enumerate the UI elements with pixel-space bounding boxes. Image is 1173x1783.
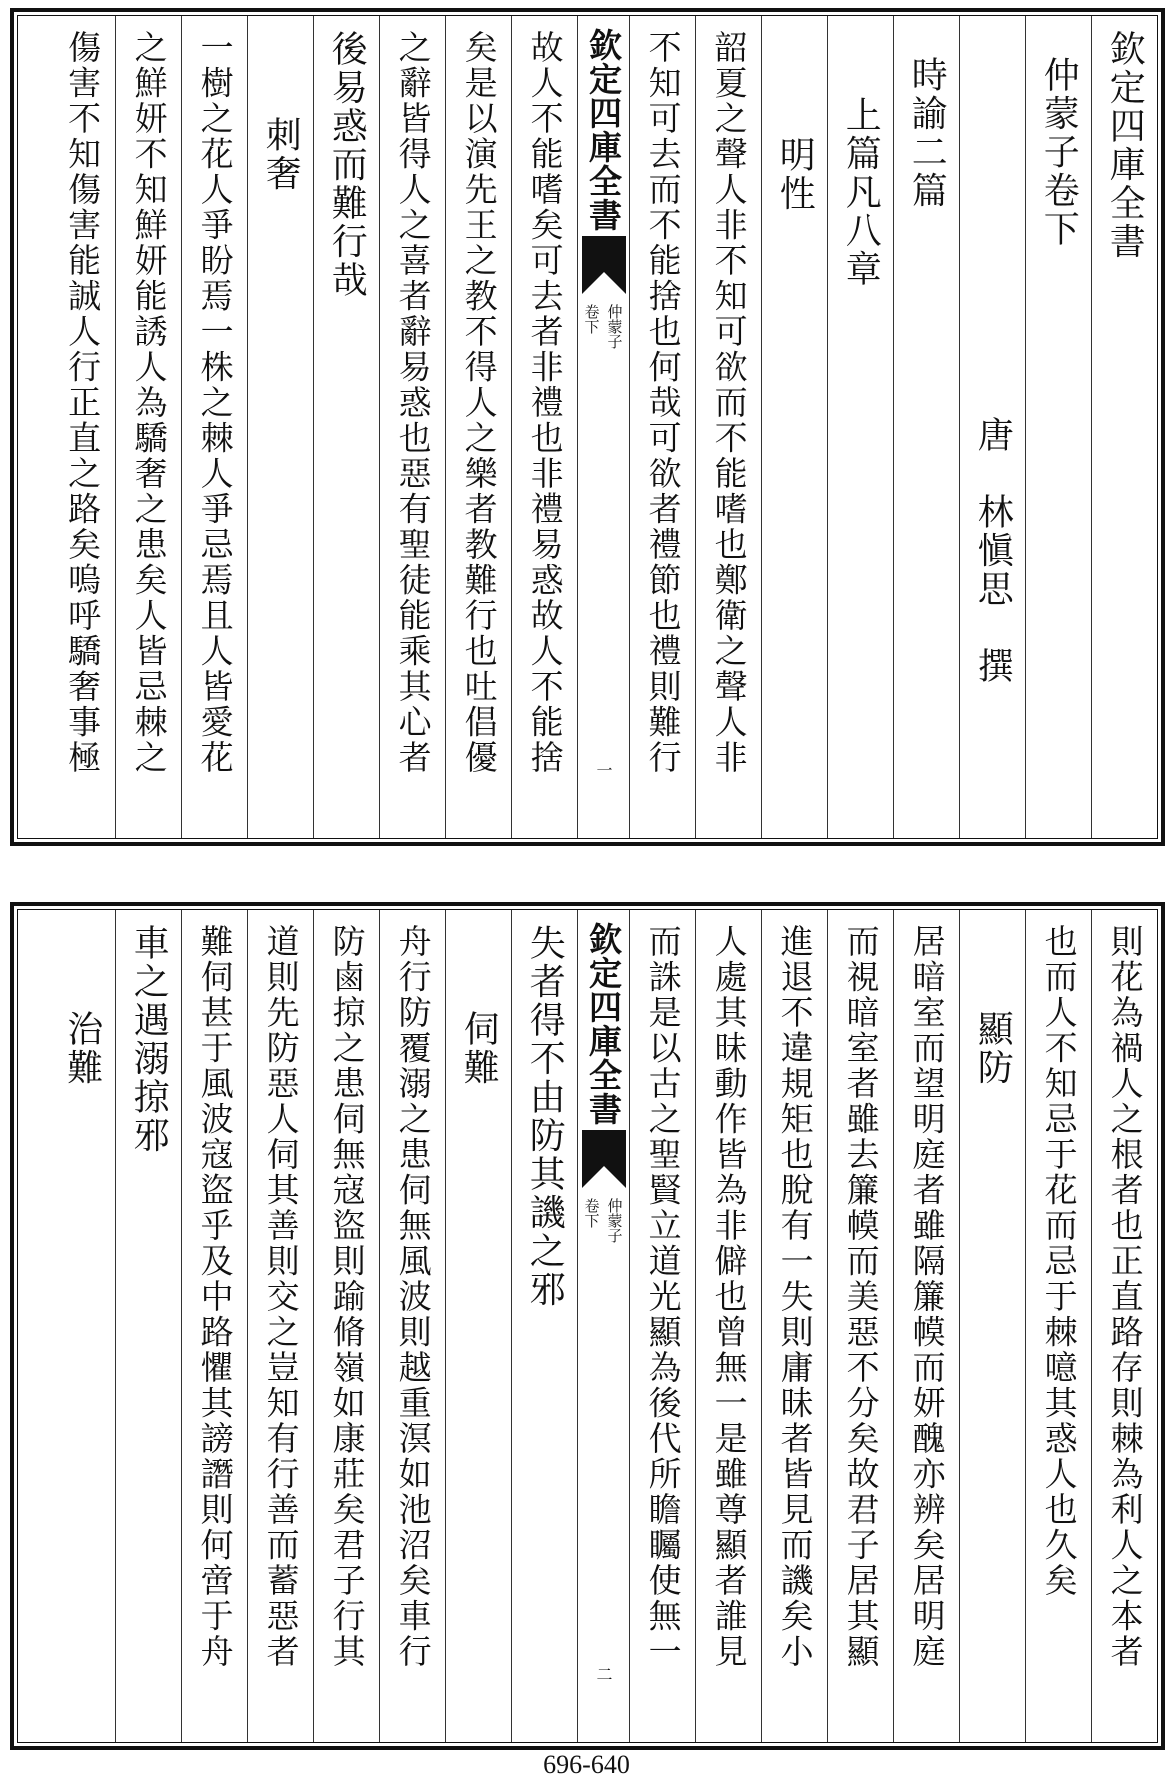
body-text: 之辭皆得人之喜者辭易惑也惡有聖徒能乘其心者 bbox=[393, 30, 433, 776]
page-bottom-frame bbox=[17, 909, 1158, 1743]
body-text: 韶夏之聲人非不知可欲而不能嗜也鄭衛之聲人非 bbox=[709, 30, 749, 776]
body-text: 不知可去而不能捨也何哉可欲者禮節也禮則難行 bbox=[643, 30, 683, 776]
fold-juan: 卷下 bbox=[582, 1198, 601, 1228]
fold-juan: 卷下 bbox=[582, 304, 601, 334]
library-title: 欽定四庫全書 bbox=[1104, 30, 1146, 261]
text-column bbox=[445, 16, 511, 838]
fishtail-mark-icon bbox=[582, 236, 626, 294]
text-column bbox=[959, 16, 1025, 838]
body-text: 道則先防惡人伺其善則交之豈知有行善而蓄惡者 bbox=[261, 924, 301, 1670]
body-text: 人處其昧動作皆為非僻也曾無一是雖尊顯者誰見 bbox=[709, 924, 749, 1670]
fold-library-title: 欽定四庫全書 bbox=[584, 922, 623, 1126]
text-column bbox=[181, 910, 247, 1742]
body-text: 難伺甚于風波寇盜乎及中路懼其謗譖則何啻于舟 bbox=[195, 924, 235, 1670]
text-column bbox=[313, 910, 379, 1742]
body-text: 而視暗室者雖去簾幙而美惡不分矣故君子居其顯 bbox=[841, 924, 881, 1670]
body-text: 傷害不知傷害能誠人行正直之路矣嗚呼驕奢事極 bbox=[63, 30, 103, 776]
heading: 明性 bbox=[774, 136, 816, 213]
text-column bbox=[761, 910, 827, 1742]
body-text: 防鹵掠之患伺無寇盜則踰脩嶺如康莊矣君子行其 bbox=[327, 924, 367, 1670]
text-column bbox=[445, 910, 511, 1742]
text-column bbox=[313, 16, 379, 838]
text-column bbox=[49, 16, 115, 838]
center-fold bbox=[577, 910, 629, 1742]
text-column bbox=[1025, 910, 1091, 1742]
page-top-frame bbox=[17, 15, 1158, 839]
body-text: 失者得不由防其譏之邪 bbox=[524, 924, 566, 1309]
text-column bbox=[827, 16, 893, 838]
text-column bbox=[247, 910, 313, 1742]
text-column bbox=[511, 16, 577, 838]
fold-book-title: 仲蒙子 bbox=[605, 304, 624, 349]
folio-number: 一 bbox=[594, 762, 613, 778]
text-column bbox=[379, 910, 445, 1742]
body-text: 而誅是以古之聖賢立道光顯為後代所瞻矚使無一 bbox=[643, 924, 683, 1670]
heading: 伺難 bbox=[458, 1010, 500, 1087]
center-fold bbox=[577, 16, 629, 838]
text-column bbox=[1025, 16, 1091, 838]
text-column bbox=[893, 910, 959, 1742]
body-text: 居暗室而望明庭者雖隔簾幙而妍醜亦辨矣居明庭 bbox=[907, 924, 947, 1670]
text-column bbox=[115, 910, 181, 1742]
text-column bbox=[247, 16, 313, 838]
body-text: 也而人不知忌于花而忌于棘噫其惑人也久矣 bbox=[1039, 924, 1079, 1599]
text-column bbox=[49, 910, 115, 1742]
heading: 顯防 bbox=[972, 1010, 1014, 1087]
heading: 刺奢 bbox=[260, 116, 302, 193]
fold-book-info bbox=[582, 1198, 626, 1243]
body-text: 則花為禍人之根者也正直路存則棘為利人之本者 bbox=[1105, 924, 1145, 1670]
body-text: 之鮮妍不知鮮妍能誘人為驕奢之患矣人皆忌棘之 bbox=[129, 30, 169, 776]
fishtail-mark-icon bbox=[582, 1130, 626, 1188]
text-column bbox=[115, 16, 181, 838]
subsection-title: 上篇凡八章 bbox=[840, 96, 882, 289]
body-text: 車之遇溺掠邪 bbox=[128, 924, 170, 1155]
page-bottom bbox=[10, 902, 1165, 1750]
body-text: 故人不能嗜矣可去者非禮也非禮易惑故人不能捨 bbox=[525, 30, 565, 776]
text-column bbox=[1091, 16, 1157, 838]
text-column bbox=[959, 910, 1025, 1742]
page-footer-number: 696-640 bbox=[543, 1750, 630, 1779]
text-column bbox=[181, 16, 247, 838]
body-text: 矣是以演先王之教不得人之樂者教難行也吐倡優 bbox=[459, 30, 499, 776]
text-column bbox=[827, 910, 893, 1742]
author-line: 唐 林愼思 撰 bbox=[972, 416, 1014, 686]
fold-book-title: 仲蒙子 bbox=[605, 1198, 624, 1243]
text-column bbox=[629, 16, 695, 838]
body-text: 一樹之花人爭盼焉一株之棘人爭忌焉且人皆愛花 bbox=[195, 30, 235, 776]
text-column bbox=[695, 16, 761, 838]
text-column bbox=[761, 16, 827, 838]
body-text: 進退不違規矩也脫有一失則庸昧者皆見而譏矣小 bbox=[775, 924, 815, 1670]
text-column bbox=[511, 910, 577, 1742]
heading: 治難 bbox=[61, 1010, 103, 1087]
text-column bbox=[695, 910, 761, 1742]
page-top bbox=[10, 8, 1165, 846]
text-column bbox=[629, 910, 695, 1742]
text-column bbox=[1091, 910, 1157, 1742]
body-text: 舟行防覆溺之患伺無風波則越重溟如池沼矣車行 bbox=[393, 924, 433, 1670]
fold-library-title: 欽定四庫全書 bbox=[584, 28, 623, 232]
text-column bbox=[893, 16, 959, 838]
text-column bbox=[379, 16, 445, 838]
fold-book-info bbox=[582, 304, 626, 349]
section-title: 時諭二篇 bbox=[906, 56, 948, 210]
folio-number: 二 bbox=[594, 1666, 613, 1682]
body-text: 後易惑而難行哉 bbox=[326, 30, 368, 300]
chapter-title: 仲蒙子卷下 bbox=[1038, 56, 1080, 249]
